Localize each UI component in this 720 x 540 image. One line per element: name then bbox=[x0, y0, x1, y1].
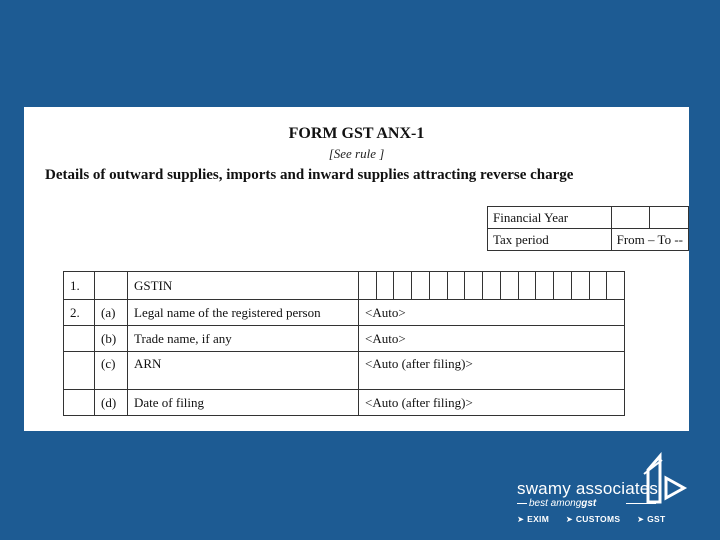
gstin-digit-cell bbox=[482, 272, 500, 299]
brand-name: swamy associates bbox=[517, 479, 659, 498]
form-title: FORM GST ANX-1 bbox=[288, 125, 425, 142]
row-label: Legal name of the registered person bbox=[128, 300, 359, 326]
form-heading: Details of outward supplies, imports and inward supplies attracting reverse charge bbox=[45, 167, 574, 183]
tagline-prefix: best among bbox=[529, 498, 582, 509]
financial-year-box bbox=[487, 206, 689, 251]
row-value: <Auto> bbox=[359, 300, 625, 326]
gstin-digit-cell bbox=[571, 272, 589, 299]
form-subtitle: [See rule ] bbox=[328, 146, 385, 161]
row-label: ARN bbox=[128, 352, 359, 390]
row-sub: (a) bbox=[95, 300, 128, 326]
row-number bbox=[64, 326, 95, 352]
row-label: GSTIN bbox=[128, 272, 359, 300]
brand-logo bbox=[516, 452, 696, 532]
tagline-divider bbox=[626, 503, 656, 504]
row-number bbox=[64, 352, 95, 390]
menu-label: CUSTOMS bbox=[575, 514, 621, 524]
row-number bbox=[64, 390, 95, 416]
gstin-digit-cell bbox=[411, 272, 429, 299]
financial-year-cell bbox=[611, 207, 650, 229]
menu-label: GST bbox=[647, 514, 666, 524]
gstin-digit-cell bbox=[393, 272, 411, 299]
menu-item-exim[interactable]: ➤ EXIM bbox=[517, 514, 550, 524]
gstin-digit-cell bbox=[535, 272, 553, 299]
menu-item-customs[interactable]: ➤ CUSTOMS bbox=[565, 514, 621, 524]
financial-year-cell bbox=[650, 207, 689, 229]
gstin-digit-cell bbox=[429, 272, 447, 299]
menu-item-gst[interactable]: ➤ GST bbox=[636, 514, 666, 524]
tax-period-label: Tax period bbox=[488, 229, 612, 251]
row-number: 1. bbox=[64, 272, 95, 300]
row-number: 2. bbox=[64, 300, 95, 326]
menu-label: EXIM bbox=[527, 514, 550, 524]
registration-table bbox=[63, 271, 625, 416]
row-sub: (d) bbox=[95, 390, 128, 416]
tagline-divider bbox=[517, 503, 527, 504]
tax-period-value: From – To -- bbox=[611, 229, 688, 251]
gstin-digit-cell bbox=[589, 272, 607, 299]
row-value: <Auto (after filing)> bbox=[359, 390, 625, 416]
gstin-digit-cell bbox=[376, 272, 394, 299]
gstin-digit-cell bbox=[553, 272, 571, 299]
brand-tagline bbox=[529, 498, 596, 509]
gstin-digit-cell bbox=[464, 272, 482, 299]
gstin-digit-cell bbox=[500, 272, 518, 299]
form-document bbox=[24, 107, 689, 431]
row-value: <Auto> bbox=[359, 326, 625, 352]
table-row bbox=[64, 352, 625, 390]
gstin-digit-cell bbox=[606, 272, 624, 299]
gstin-digit-cell bbox=[359, 272, 376, 299]
table-row bbox=[64, 272, 625, 300]
row-sub bbox=[95, 272, 128, 300]
row-sub: (b) bbox=[95, 326, 128, 352]
brand-menu bbox=[517, 514, 679, 525]
financial-year-label: Financial Year bbox=[488, 207, 612, 229]
gstin-digit-cell bbox=[518, 272, 536, 299]
table-row bbox=[64, 300, 625, 326]
row-value: <Auto (after filing)> bbox=[359, 352, 625, 390]
tagline-bold: gst bbox=[581, 498, 597, 509]
gstin-digit-cell bbox=[447, 272, 465, 299]
table-row bbox=[64, 390, 625, 416]
row-label: Trade name, if any bbox=[128, 326, 359, 352]
row-label: Date of filing bbox=[128, 390, 359, 416]
table-row bbox=[64, 326, 625, 352]
gstin-cells bbox=[359, 272, 625, 300]
row-sub: (c) bbox=[95, 352, 128, 390]
